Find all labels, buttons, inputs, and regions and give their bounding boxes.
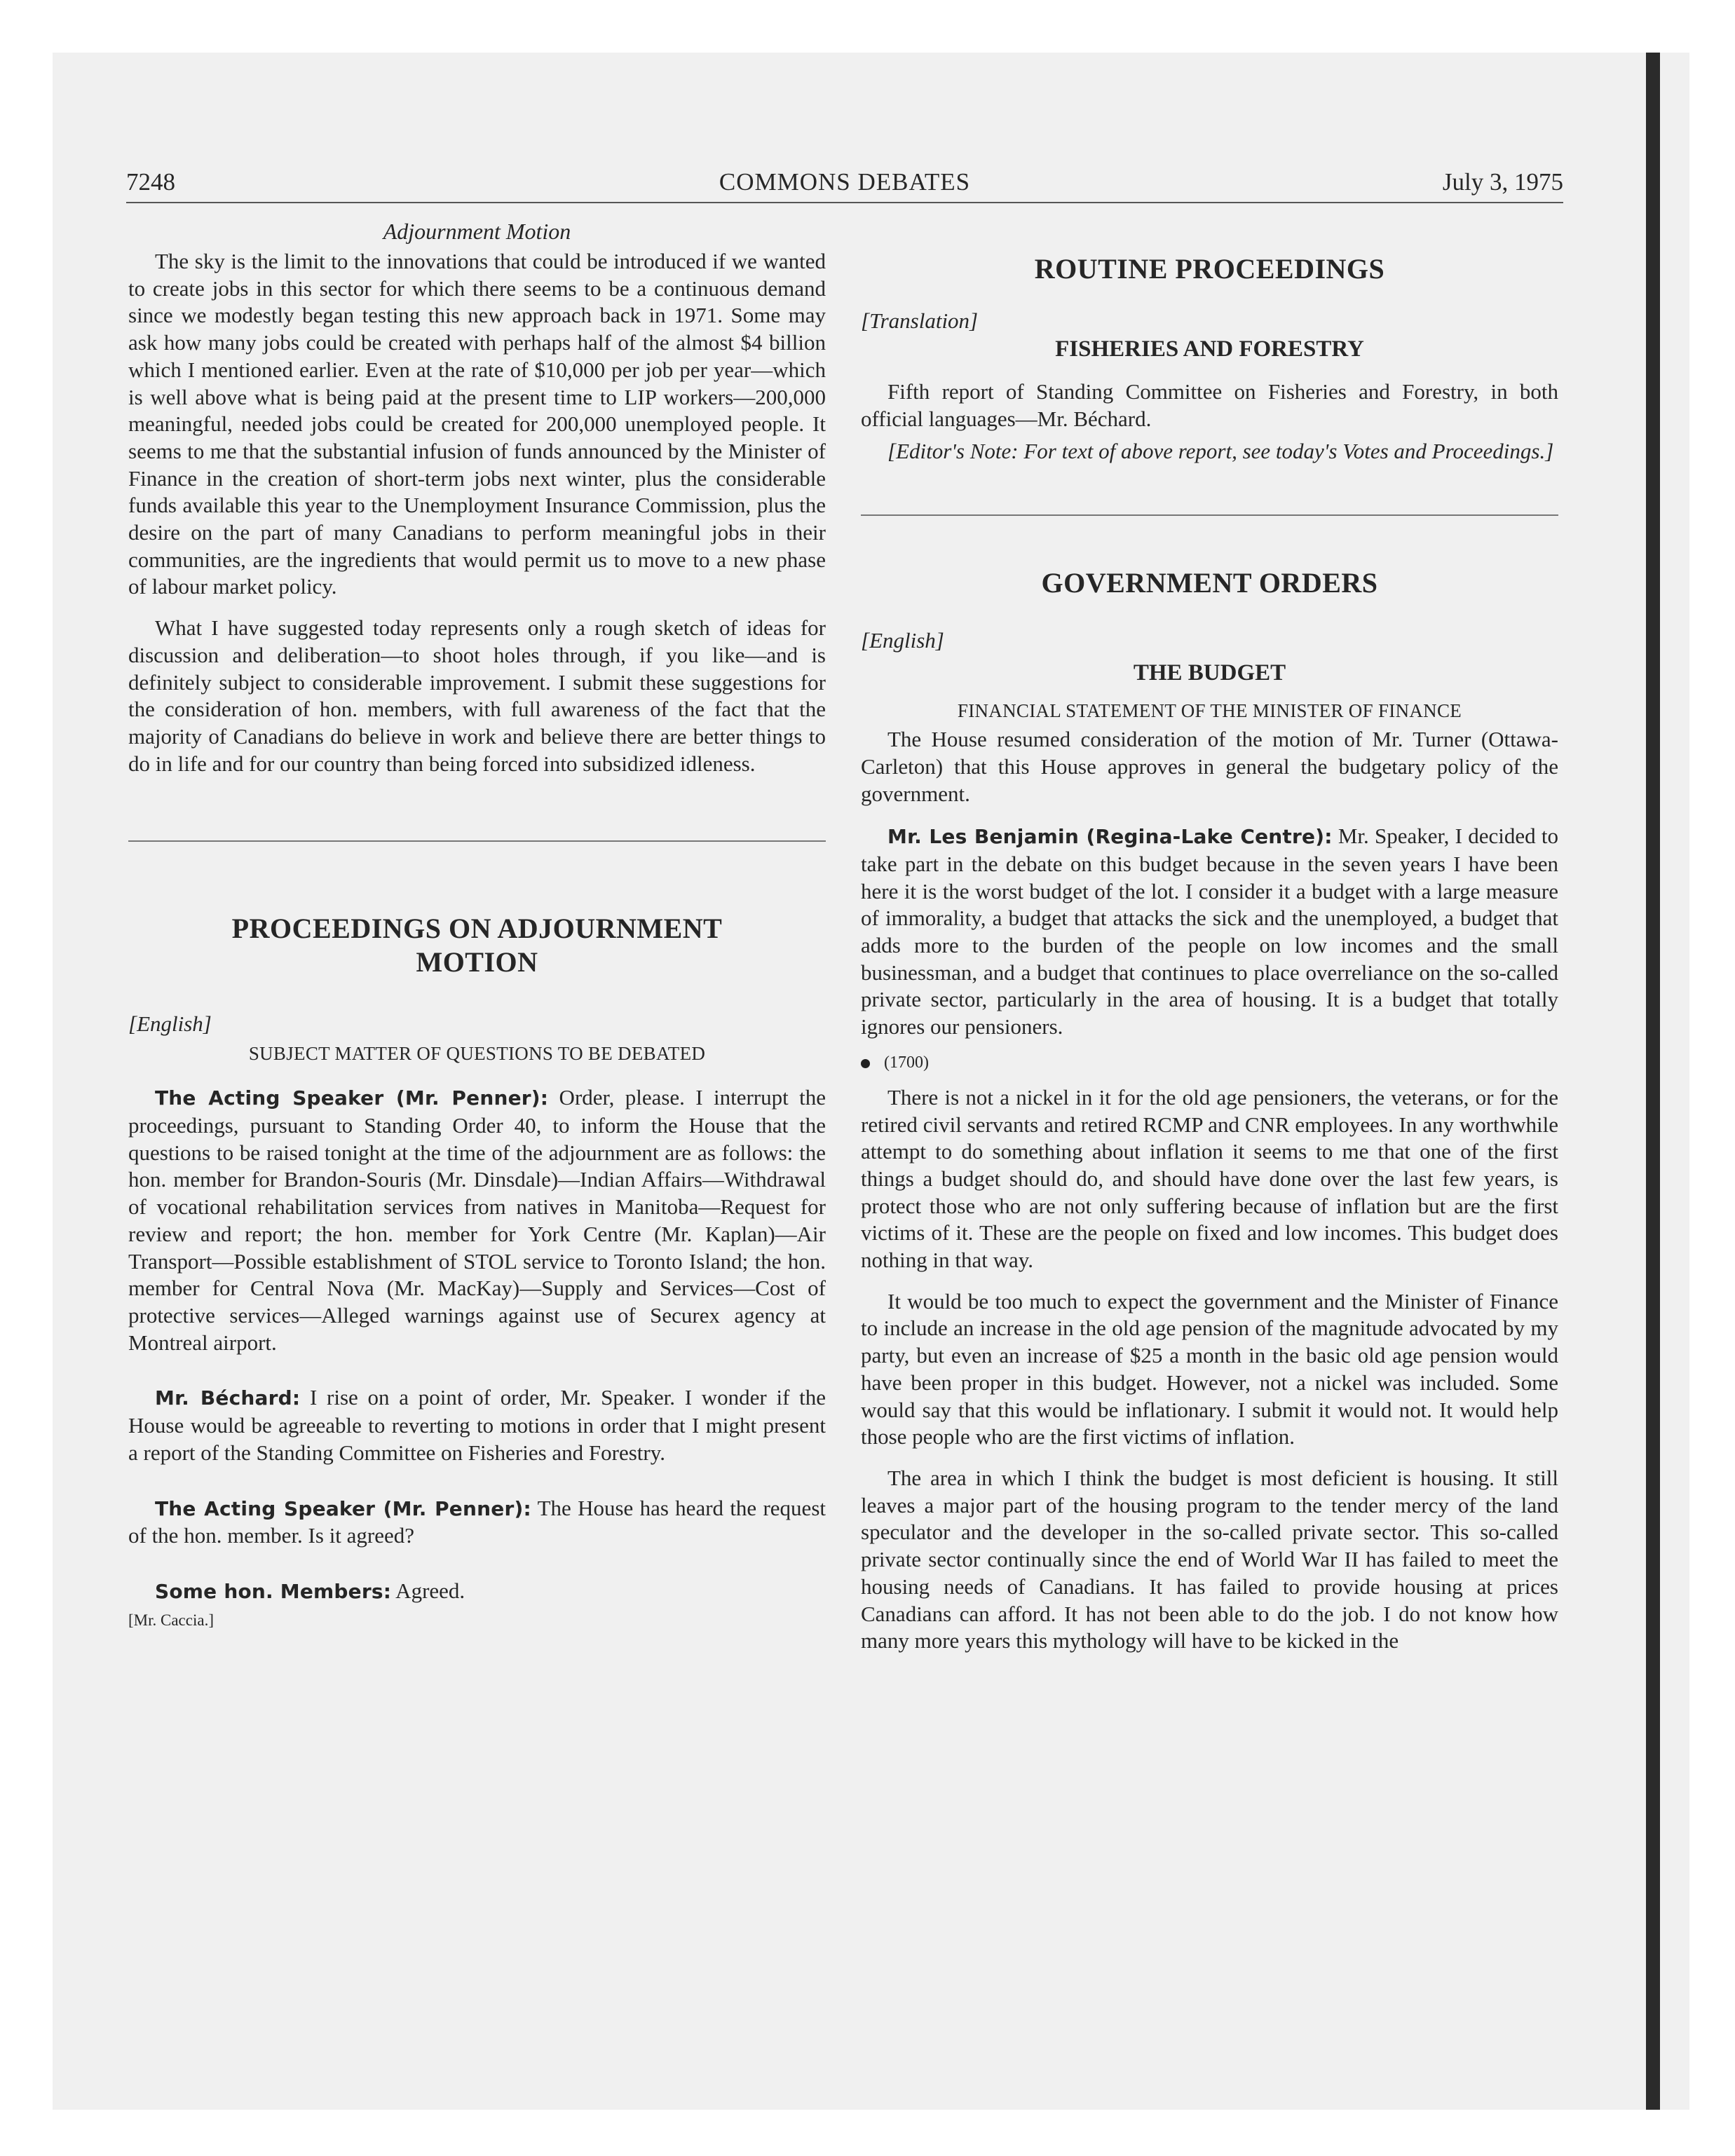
- section-title: PROCEEDINGS ON ADJOURNMENT MOTION: [231, 913, 723, 978]
- speaker-name: Some hon. Members:: [155, 1579, 392, 1603]
- time-stamp: [861, 1051, 1558, 1074]
- speaker-name: Mr. Béchard:: [155, 1386, 301, 1410]
- publication-title: COMMONS DEBATES: [719, 168, 971, 196]
- running-head: Adjournment Motion: [383, 219, 571, 244]
- speech-text: Mr. Speaker, I decided to take part in the debate on this budget because in the seven years I have been here it is the worst budget of the lot. I consider it a budget with a large measure of immorality, a budget that attacks the sick and the unemployed, a budget that adds more to the burden of the people on low incomes and the small businessman, and a budget that continues to place overreliance on the so-called private sector, particularly in the area of housing. It is a budget that totally ignores our pensioners.: [861, 824, 1558, 1039]
- paragraph: There is not a nickel in it for the old age pensioners, the veterans, or for the retired civil servants and retired RCMP and CNR employees. In any worthwhile attempt to do something about inflation it seems to me that one of the first things a budget should do, and should have done over the last few years, is protect those who are not only suffering because of inflation but are the first victims of it. These are the people on fixed and low incomes. This budget does nothing in that way.: [861, 1084, 1558, 1273]
- subheading: FINANCIAL STATEMENT OF THE MINISTER OF FINANCE: [957, 700, 1462, 722]
- speaker-name: The Acting Speaker (Mr. Penner):: [155, 1086, 549, 1110]
- subheading: THE BUDGET: [1133, 660, 1286, 686]
- speech: [861, 823, 1558, 1041]
- paragraph: Fifth report of Standing Committee on Fisheries and Forestry, in both official languages—Mr. Béchard.: [861, 379, 1558, 431]
- section-divider: [128, 840, 826, 842]
- header-rule: [126, 202, 1563, 203]
- language-tag: [English]: [861, 628, 944, 653]
- section-divider: [861, 514, 1558, 516]
- page-header: [126, 165, 1563, 207]
- bullet-icon: [861, 1059, 870, 1068]
- right-column: [861, 217, 1558, 1655]
- speech: [128, 1084, 826, 1356]
- footer-note: [Mr. Caccia.]: [128, 1611, 214, 1629]
- section-title: GOVERNMENT ORDERS: [1041, 567, 1378, 599]
- speech-text: Agreed.: [391, 1578, 465, 1603]
- speech-text: Order, please. I interrupt the proceedings, pursuant to Standing Order 40, to inform the House that the questions to be raised tonight at the time of the adjournment are as follows: the hon. member for Brandon-Souris (Mr. Dinsdale)—Indian Affairs—Withdrawal of vocational rehabilitation services from natives in Manitoba—Request for review and report; the hon. member for York Centre (Mr. Kaplan)—Air Transport—Possible establishment of STOL service to Toronto Island; the hon. member for Central Nova (Mr. MacKay)—Supply and Services—Cost of protective services—Alleged warnings against use of Securex agency at Montreal airport.: [128, 1085, 826, 1355]
- speech: [128, 1384, 826, 1466]
- page-date: July 3, 1975: [1442, 168, 1563, 196]
- language-tag: [English]: [128, 1011, 212, 1037]
- paragraph: The House resumed consideration of the motion of Mr. Turner (Ottawa-Carleton) that this House approves in general the budgetary policy of the government.: [861, 727, 1558, 806]
- page-edge-shadow: [1646, 53, 1660, 2110]
- paragraph: The area in which I think the budget is most deficient is housing. It still leaves a major part of the housing program to the tender mercy of the land speculator and the developer in the so-called private sector. This so-called private sector continually since the end of World War II has failed to meet the housing needs of Canadians. It has failed to provide housing at prices Canadians can afford. It has not been able to do the job. I do not know how many more years this mythology will have to be kicked in the: [861, 1465, 1558, 1653]
- speech: [128, 1495, 826, 1550]
- section-title: ROUTINE PROCEEDINGS: [1034, 253, 1385, 285]
- page-number: 7248: [126, 168, 175, 196]
- left-column: [128, 217, 826, 1631]
- subheading: SUBJECT MATTER OF QUESTIONS TO BE DEBATED: [248, 1043, 706, 1065]
- editor-note: [Editor's Note: For text of above report, see today's Votes and Proceedings.]: [887, 439, 1554, 464]
- time-text: (1700): [884, 1053, 929, 1072]
- paragraph: The sky is the limit to the innovations that could be introduced if we wanted to create jobs in this sector for which there seems to be a continuous demand since we modestly began testing this new approach back in 1971. Some may ask how many jobs could be created with perhaps half of the almost $4 billion which I mentioned earlier. Even at the rate of $10,000 per job per year—which is well above what is being paid at the present time to LIP workers—200,000 meaningful, needed jobs could be created for 200,000 unemployed people. It seems to me that the substantial infusion of funds announced by the Minister of Finance in the creation of short-term jobs next winter, plus the considerable funds available this year to the Unemployment Insurance Commission, plus the desire on the part of many Canadians to perform meaningful jobs in their communities, are the ingredients that would permit us to move to a new phase of labour market policy.: [128, 249, 826, 599]
- speaker-name: Mr. Les Benjamin (Regina-Lake Centre):: [887, 825, 1333, 849]
- speech-text: The House has heard the request of the hon. member. Is it agreed?: [128, 1495, 826, 1548]
- speech: [128, 1578, 826, 1606]
- paragraph: It would be too much to expect the government and the Minister of Finance to include an increase in the old age pension of the magnitude advocated by my party, but even an increase of $25 a month in the basic old age pension would have been proper in this budget. However, not a nickel was included. Some would say that this would be inflationary. I submit it would not. It would help those people who are the first victims of inflation.: [861, 1288, 1558, 1449]
- subheading: FISHERIES AND FORESTRY: [1055, 336, 1364, 362]
- speaker-name: The Acting Speaker (Mr. Penner):: [155, 1496, 531, 1520]
- language-tag: [Translation]: [861, 308, 979, 333]
- paragraph: What I have suggested today represents only a rough sketch of ideas for discussion and deliberation—to shoot holes through, if you like—and is definitely subject to considerable improvement. I submit these suggestions for the consideration of hon. members, with full awareness of the fact that the majority of Canadians do believe in work and believe there are better things to do in life and for our country than being forced into subsidized idleness.: [128, 615, 826, 776]
- speech-text: I rise on a point of order, Mr. Speaker. I wonder if the House would be agreeable to reverting to motions in order that I might present a report of the Standing Committee on Fisheries and Forestry.: [128, 1385, 826, 1465]
